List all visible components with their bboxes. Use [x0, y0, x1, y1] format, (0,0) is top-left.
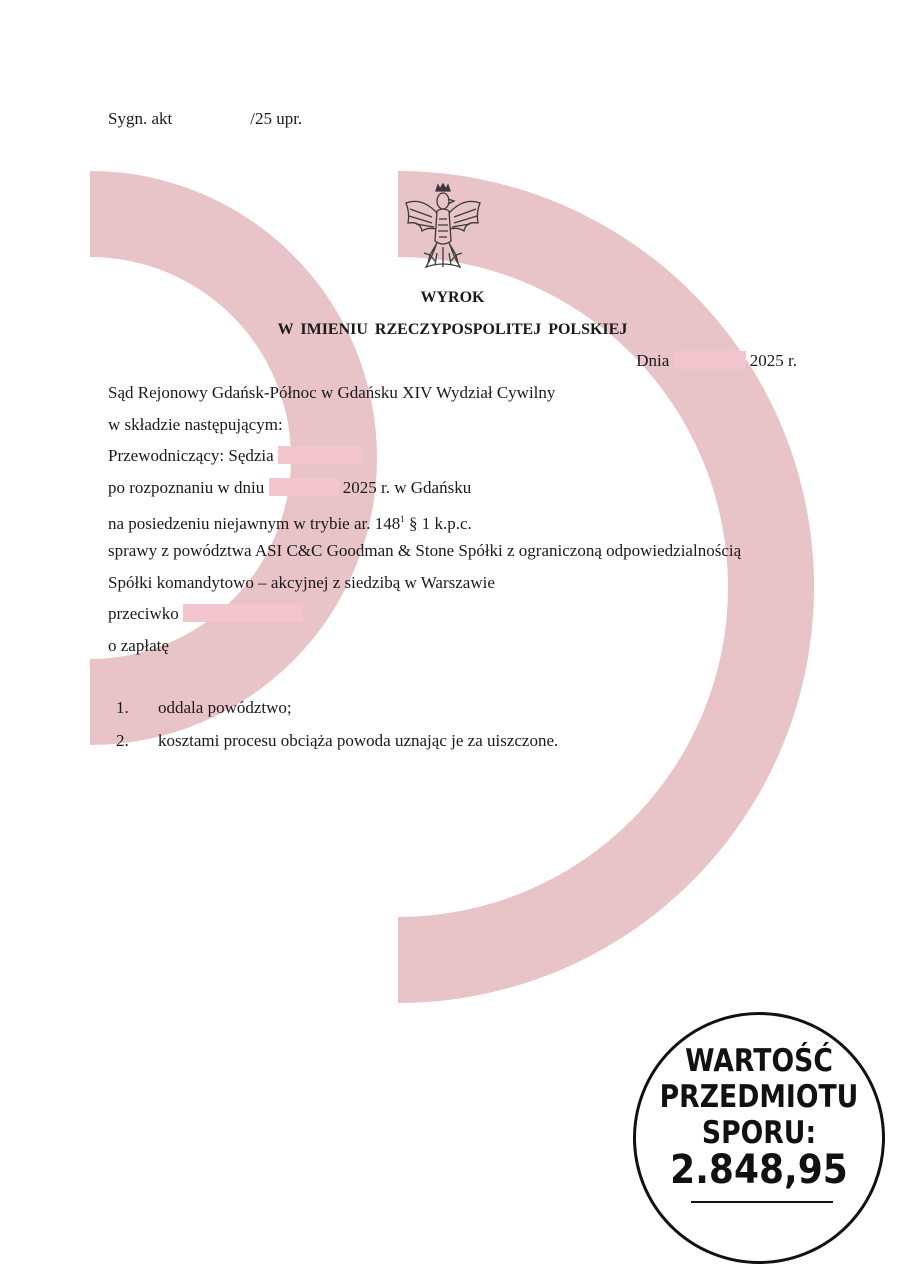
article-superscript: 1	[400, 514, 405, 524]
case-reference	[108, 109, 302, 129]
dispute-value-stamp	[633, 1012, 885, 1264]
defendant-redaction	[183, 604, 303, 622]
ruling-number: 1.	[116, 698, 129, 717]
claim-line-2: Spółki komandytowo – akcyjnej z siedzibą w Warszawie	[108, 573, 495, 592]
ruling-number: 2.	[116, 731, 129, 750]
ruling-item	[108, 698, 292, 718]
date-prefix: Dnia	[636, 351, 670, 370]
stamp-underline	[691, 1201, 833, 1203]
ruling-item	[108, 731, 558, 751]
stamp-line-1: WARTOŚĆ	[685, 1043, 833, 1079]
ruling-text: kosztami procesu obciąża powoda uznając je za uiszczone.	[158, 731, 559, 750]
date-redaction	[674, 351, 746, 369]
hearing-prefix: po rozpoznaniu w dniu	[108, 478, 265, 497]
stamp-value: 2.848,95	[670, 1147, 848, 1193]
hearing-date-line	[108, 478, 471, 498]
against-label: przeciwko	[108, 604, 179, 623]
judge-name-redaction	[278, 446, 362, 464]
session-suffix: § 1 k.p.c.	[404, 514, 472, 533]
hearing-suffix: 2025 r. w Gdańsku	[342, 478, 472, 497]
presiding-judge-line	[108, 446, 362, 466]
judgment-subtitle: W IMIENIU RZECZYPOSPOLITEJ POLSKIEJ	[277, 321, 628, 338]
defendant-line	[108, 604, 303, 624]
date-suffix: 2025 r.	[749, 351, 797, 370]
composition-line: w składzie następującym:	[108, 415, 283, 434]
hearing-date-redaction	[269, 478, 339, 496]
case-reference-prefix: Sygn. akt	[108, 109, 173, 128]
stamp-line-2: PRZEDMIOTU	[659, 1079, 859, 1115]
polish-eagle-icon	[402, 183, 484, 271]
case-reference-suffix: /25 upr.	[250, 109, 303, 128]
subject-line: o zapłatę	[108, 636, 169, 655]
ruling-text: oddala powództwo;	[158, 698, 292, 717]
judgment-title: WYROK	[420, 289, 485, 306]
court-name: Sąd Rejonowy Gdańsk-Północ w Gdańsku XIV Wydział Cywilny	[108, 383, 556, 402]
claim-line-1: sprawy z powództwa ASI C&C Goodman & Stone Spółki z ograniczoną odpowiedzialnością	[108, 541, 742, 560]
judgment-date	[636, 351, 797, 371]
stamp-line-3: SPORU:	[701, 1115, 817, 1151]
session-line	[108, 509, 472, 534]
session-prefix: na posiedzeniu niejawnym w trybie ar. 148	[108, 514, 401, 533]
presiding-label: Przewodniczący: Sędzia	[108, 446, 274, 465]
